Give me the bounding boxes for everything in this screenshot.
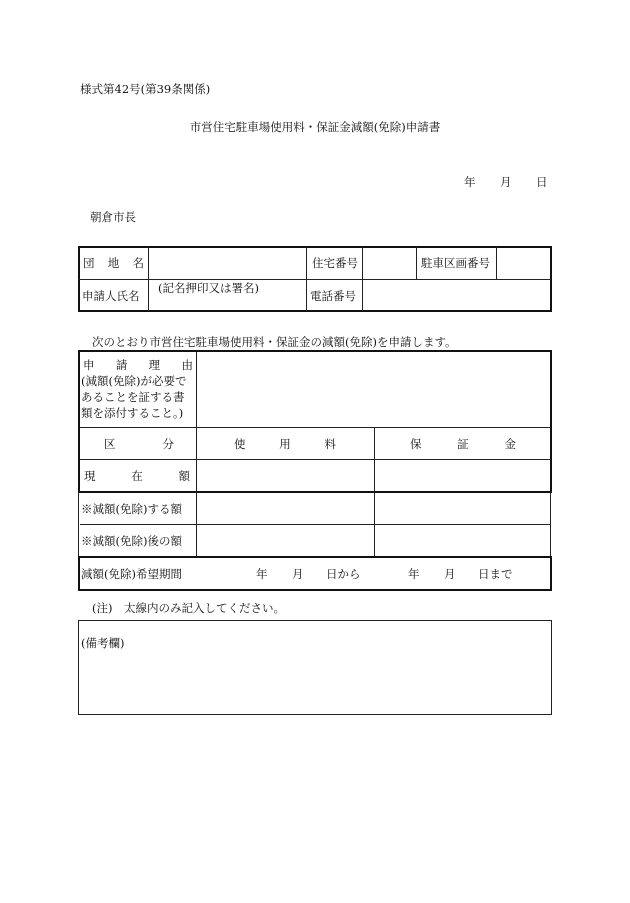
phone-field[interactable] xyxy=(364,281,550,310)
reason-heading: 申 請 理 由 xyxy=(83,358,193,372)
date-month: 月 xyxy=(500,175,512,189)
remarks-box[interactable] xyxy=(78,620,552,715)
reason-note-line-1: (減額(免除)が必要で xyxy=(81,374,187,388)
complex-name-field[interactable] xyxy=(150,248,305,278)
intro-text: 次のとおり市営住宅駐車場使用料・保証金の減額(免除)を申請します。 xyxy=(92,335,457,349)
usage-fee-header: 使 用 料 xyxy=(234,437,336,451)
period-from-year: 年 xyxy=(256,567,268,581)
current-usage-fee-field[interactable] xyxy=(199,461,372,489)
reduction-deposit-field xyxy=(377,494,548,522)
document-title: 市営住宅駐車場使用料・保証金減額(免除)申請書 xyxy=(189,120,441,134)
after-usage-fee-field xyxy=(199,526,372,554)
parking-number-field[interactable] xyxy=(498,248,550,278)
reason-note-line-3: 類を添付すること。) xyxy=(81,406,184,420)
complex-name-label: 団 地 名 xyxy=(83,256,144,270)
category-header: 区 分 xyxy=(104,437,174,451)
period-to-suffix: 日まで xyxy=(478,567,513,581)
reduction-amount-label: ※減額(免除)する額 xyxy=(81,502,182,516)
reduction-usage-fee-field xyxy=(199,494,372,522)
period-to-month: 月 xyxy=(444,567,456,581)
date-year: 年 xyxy=(464,175,476,189)
after-deposit-field xyxy=(377,526,548,554)
desired-period-field[interactable] xyxy=(199,559,548,587)
deposit-header: 保 証 金 xyxy=(410,437,516,451)
reason-field[interactable] xyxy=(199,353,548,425)
applicant-name-field[interactable] xyxy=(150,296,305,310)
period-from-suffix: 日から xyxy=(326,567,361,581)
addressee: 朝倉市長 xyxy=(90,210,136,224)
note: (注) 太線内のみ記入してください。 xyxy=(92,601,285,615)
form-number: 様式第42号(第39条関係) xyxy=(80,82,211,96)
house-number-field[interactable] xyxy=(364,248,415,278)
house-number-label: 住宅番号 xyxy=(312,256,358,270)
date-day: 日 xyxy=(536,175,548,189)
period-from-month: 月 xyxy=(292,567,304,581)
parking-number-label: 駐車区画番号 xyxy=(421,256,490,270)
applicant-name-label: 申請人氏名 xyxy=(82,289,140,303)
reason-note-line-2: あることを証する書 xyxy=(81,390,185,404)
seal-note: (記名押印又は署名) xyxy=(158,281,259,295)
desired-period-label: 減額(免除)希望期間 xyxy=(81,567,182,581)
phone-label: 電話番号 xyxy=(310,289,356,303)
current-amount-label: 現 在 額 xyxy=(84,469,190,483)
after-reduction-label: ※減額(免除)後の額 xyxy=(81,534,182,548)
period-to-year: 年 xyxy=(408,567,420,581)
remarks-label: (備考欄) xyxy=(81,636,125,650)
current-deposit-field[interactable] xyxy=(377,461,548,489)
